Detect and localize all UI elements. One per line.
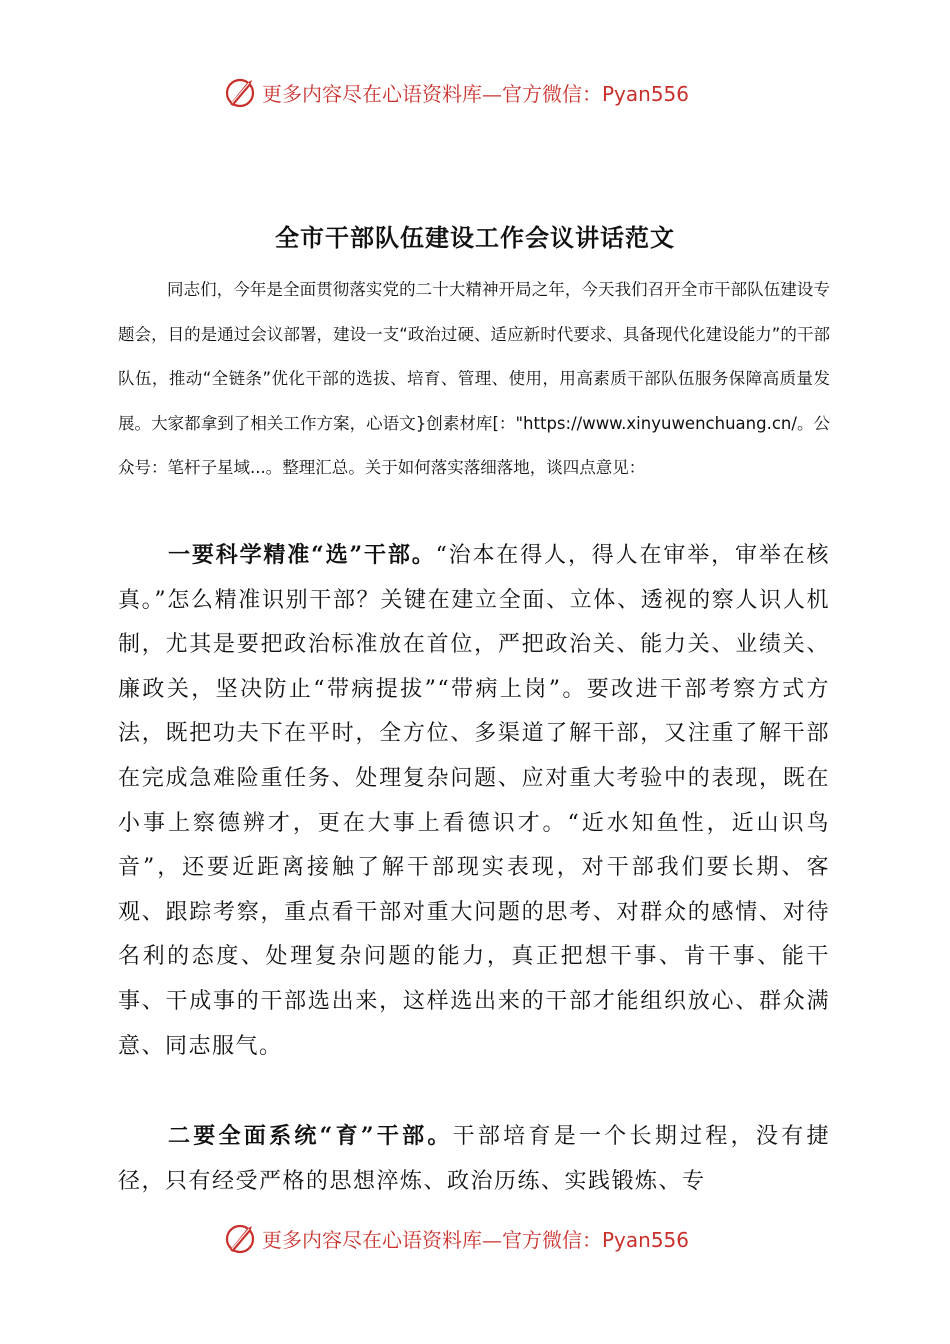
document-title: 全市干部队伍建设工作会议讲话范文 [275, 223, 675, 252]
section-paragraph-2 [118, 1114, 830, 1204]
section-text-1: “治本在得人，得人在审举，审举在核真。”怎么精准识别干部？关键在建立全面、立体、透视的察人识人机制，尤其是要把政治标准放在首位，严把政治关、能力关、业绩关、廉政关，坚决防止“带病提拔”“带病上岗”。要改进干部考察方式方法，既把功夫下在平时，全方位、多渠道了解干部，又注重了解干部在完成急难险重任务、处理复杂问题、应对重大考验中的表现，既在小事上察德辨才，更在大事上看德识才。“近水知鱼性，近山识鸟音”，还要近距离接触了解干部现实表现，对干部我们要长期、客观、跟踪考察，重点看干部对重大问题的思考、对群众的感情、对待名利的态度、处理复杂问题的能力，真正把想干事、肯干事、能干事、干成事的干部选出来，这样选出来的干部才能组织放心、群众满意、同志服气。 [118, 543, 831, 1059]
intro-paragraph: 同志们，今年是全面贯彻落实党的二十大精神开局之年，今天我们召开全市干部队伍建设专题会，目的是通过会议部署，建设一支“政治过硬、适应新时代要求、具备现代化建设能力”的干部队伍，推动“全链条”优化干部的选拔、培育、管理、使用，用高素质干部队伍服务保障高质量发展。大家都拿到了相关工作方案，心语文}创素材库[："https://www.xinyuwenchuang.cn/。公众号：笔杆子星域...。整理汇总。关于如何落实落细落地，谈四点意见： [118, 280, 830, 477]
watermark-text: 更多内容尽在心语资料库—官方微信：Pyan556 [262, 81, 690, 106]
section-lead-1: 一要科学精准“选”干部。 [168, 542, 436, 568]
watermark-banner-top [222, 72, 742, 112]
watermark-text: 更多内容尽在心语资料库—官方微信：Pyan556 [262, 1227, 690, 1252]
pen-nib-icon [222, 1220, 258, 1256]
pen-nib-icon [222, 74, 258, 110]
section-lead-2: 二要全面系统“育”干部。 [168, 1123, 453, 1149]
watermark-banner-bottom [222, 1218, 742, 1258]
section-paragraph-1 [118, 533, 830, 1069]
section-text-2: 干部培育是一个长期过程，没有捷径，只有经受严格的思想淬炼、政治历练、实践锻炼、专 [118, 1124, 830, 1194]
